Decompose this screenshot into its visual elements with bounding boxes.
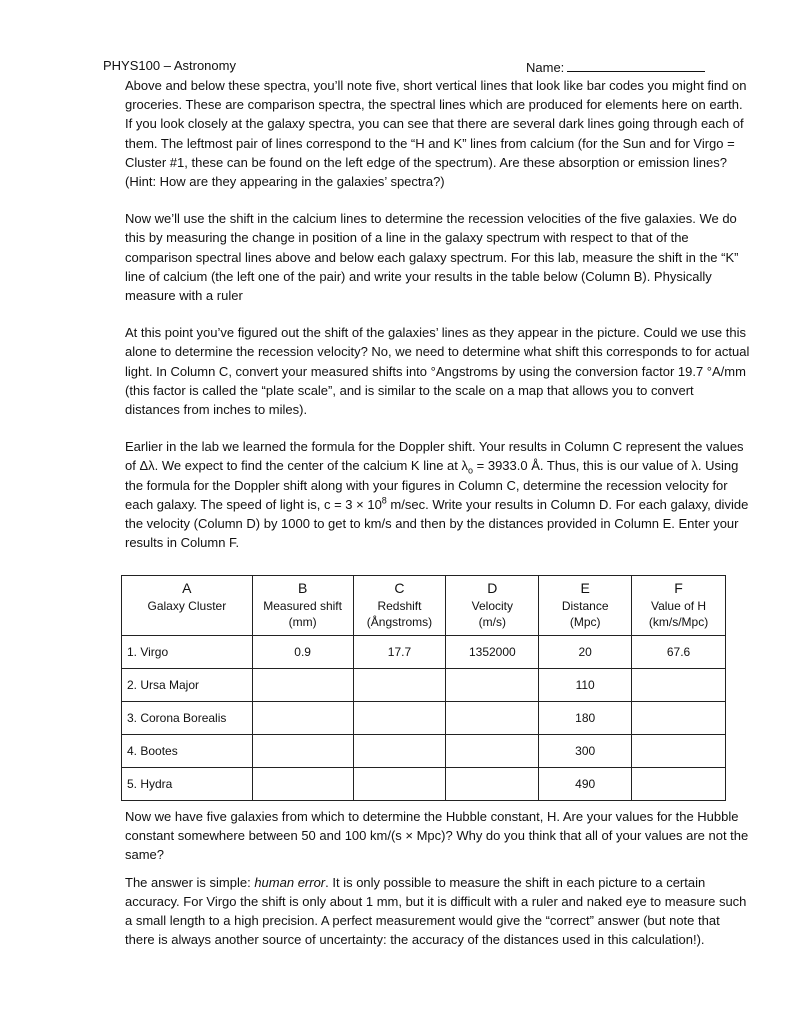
galaxy-name-cell: 2. Ursa Major	[122, 669, 253, 702]
human-error-text-a: The answer is simple:	[125, 874, 255, 890]
hubble-value-cell[interactable]	[632, 702, 726, 735]
doppler-text-b: = 3933.0 Å. Thus, this is our value of λ. Using the formula for the Doppler shift along with your figures in Column C, determine the recession velocity for each galaxy. The speed of light is, c = 3 × 10	[125, 458, 739, 512]
hubble-value-cell[interactable]: 67.6	[632, 636, 726, 669]
paragraph-doppler	[125, 437, 750, 552]
redshift-cell[interactable]	[353, 735, 446, 768]
velocity-cell[interactable]	[446, 702, 539, 735]
galaxy-name-cell: 1. Virgo	[122, 636, 253, 669]
distance-cell: 110	[539, 669, 632, 702]
paragraph-comparison-spectra: Above and below these spectra, you’ll note five, short vertical lines that look like bar codes you might find on groceries. These are comparison spectra, the spectral lines which are produced for elements here on earth. If you look closely at the galaxy spectra, you can see that there are several dark lines going through each of them. The leftmost pair of lines correspond to the “H and K” lines from calcium (for the Sun and for Virgo = Cluster #1, these can be found on the left edge of the spectrum). Are these absorption or emission lines? (Hint: How are they appearing in the galaxies’ spectra?)	[125, 78, 747, 190]
table-row	[122, 735, 726, 768]
velocity-cell[interactable]	[446, 735, 539, 768]
lambda-subscript: o	[468, 466, 474, 477]
velocity-cell[interactable]: 1352000	[446, 636, 539, 669]
doppler-text-c: m/sec. Write your results in Column D. For each galaxy, divide the velocity (Column D) by 1000 to get to km/s and then by the distances provided in Column E. Enter your results in Column F.	[125, 496, 749, 551]
conclusion-body	[125, 807, 750, 949]
table-row	[122, 702, 726, 735]
measured-shift-cell[interactable]	[252, 735, 353, 768]
table-header-row	[122, 576, 726, 636]
galaxy-name-cell: 5. Hydra	[122, 768, 253, 801]
human-error-emphasis: human error	[254, 874, 326, 890]
instructions-body	[125, 76, 750, 552]
velocity-cell[interactable]	[446, 768, 539, 801]
measured-shift-cell[interactable]	[252, 768, 353, 801]
page-header	[103, 58, 723, 76]
distance-cell: 20	[539, 636, 632, 669]
galaxy-name-cell: 4. Bootes	[122, 735, 253, 768]
redshift-cell[interactable]	[353, 669, 446, 702]
results-table	[121, 575, 726, 801]
name-field[interactable]	[526, 58, 705, 75]
table-row	[122, 636, 726, 669]
name-label: Name:	[526, 60, 565, 75]
column-header-c: C Redshift (Ångstroms)	[353, 576, 446, 636]
redshift-cell[interactable]: 17.7	[353, 636, 446, 669]
name-blank-line[interactable]	[567, 58, 705, 72]
hubble-value-cell[interactable]	[632, 735, 726, 768]
table-row	[122, 768, 726, 801]
hubble-value-cell[interactable]	[632, 768, 726, 801]
exponent-superscript: 8	[381, 495, 387, 506]
distance-cell: 490	[539, 768, 632, 801]
distance-cell: 300	[539, 735, 632, 768]
paragraph-human-error	[125, 873, 750, 950]
column-header-a: A Galaxy Cluster	[122, 576, 253, 636]
column-header-b: B Measured shift (mm)	[252, 576, 353, 636]
paragraph-plate-scale: At this point you’ve figured out the shift of the galaxies’ lines as they appear in the picture. Could we use this alone to determine the recession velocity? No, we need to determine what shift this corresponds to for actual light. In Column C, convert your measured shifts into °Angstroms by using the conversion factor 19.7 °A/mm (this factor is called the “plate scale”, and is similar to the scale on a map that allows you to convert distances from inches to miles).	[125, 325, 750, 418]
hubble-value-cell[interactable]	[632, 669, 726, 702]
column-header-f: F Value of H (km/s/Mpc)	[632, 576, 726, 636]
column-header-e: E Distance (Mpc)	[539, 576, 632, 636]
redshift-cell[interactable]	[353, 702, 446, 735]
measured-shift-cell[interactable]	[252, 702, 353, 735]
paragraph-measure-shift: Now we’ll use the shift in the calcium lines to determine the recession velocities of the five galaxies. We do this by measuring the change in position of a line in the galaxy spectrum with respect to that of the comparison spectral lines above and below each galaxy spectrum. For this lab, measure the shift in the “K” line of calcium (the left one of the pair) and write your results in the table below (Column B). Physically measure with a ruler	[125, 211, 739, 304]
measured-shift-cell[interactable]	[252, 669, 353, 702]
measured-shift-cell[interactable]: 0.9	[252, 636, 353, 669]
redshift-cell[interactable]	[353, 768, 446, 801]
velocity-cell[interactable]	[446, 669, 539, 702]
human-error-text-b: . It is only possible to measure the shift in each picture to a certain accuracy. For Virgo the shift is only about 1 mm, but it is difficult with a ruler and naked eye to measure such a small length to a high precision. A perfect measurement would give the “correct” answer (but note that there is always another source of uncertainty: the accuracy of the distances used in this calculation!).	[125, 874, 747, 948]
column-header-d: D Velocity (m/s)	[446, 576, 539, 636]
paragraph-hubble-question: Now we have five galaxies from which to determine the Hubble constant, H. Are your values for the Hubble constant somewhere between 50 and 100 km/(s × Mpc)? Why do you think that all of your values are not the same?	[125, 809, 749, 863]
distance-cell: 180	[539, 702, 632, 735]
table-row	[122, 669, 726, 702]
galaxy-name-cell: 3. Corona Borealis	[122, 702, 253, 735]
course-title: PHYS100 – Astronomy	[103, 58, 236, 73]
doppler-text-a: Earlier in the lab we learned the formula for the Doppler shift. Your results in Column C represent the values of Δλ. We expect to find the center of the calcium K line at λ	[125, 439, 744, 474]
